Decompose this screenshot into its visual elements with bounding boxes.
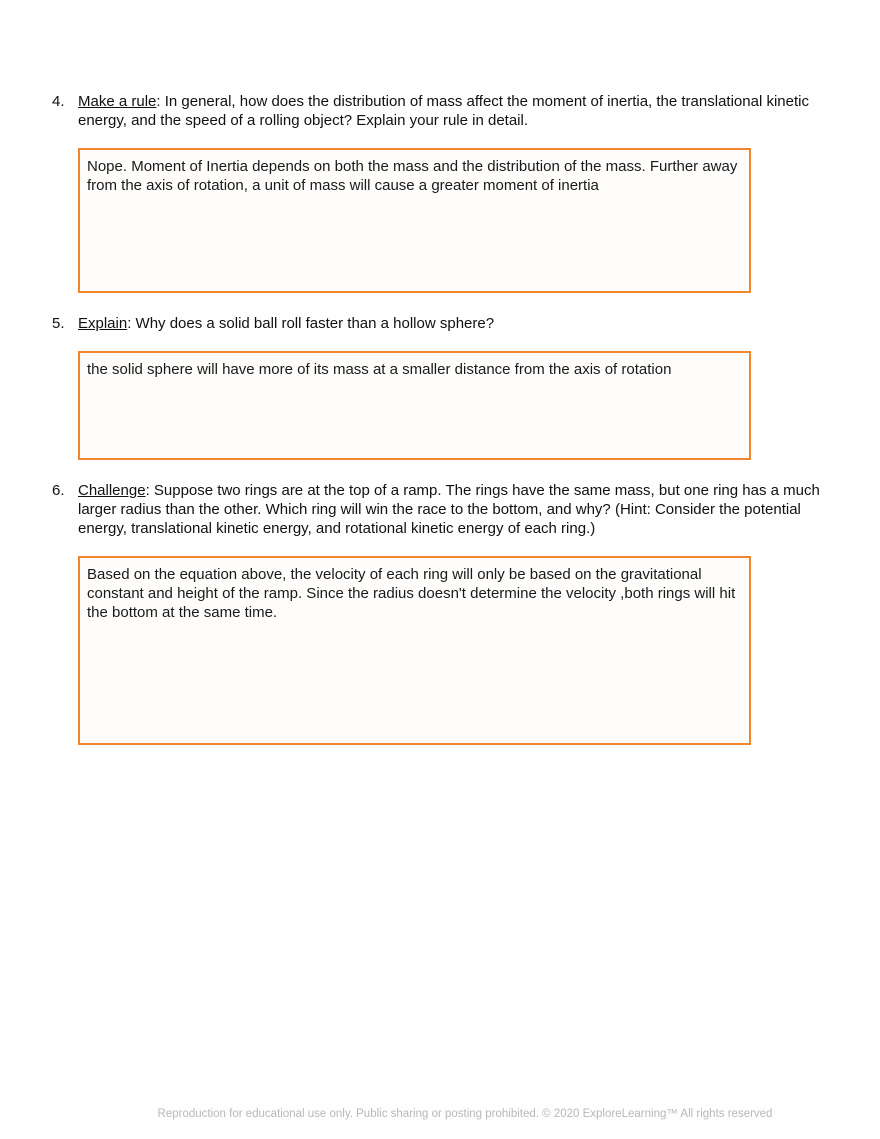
- question-prompt: : Suppose two rings are at the top of a ramp. The rings have the same mass, but one ring has a much larger radius than the other. Which ring will win the race to the bottom, and why? (Hint: Consider the potential energy, translational kinetic energy, and rotational kinetic energy of each ring.): [78, 482, 820, 537]
- question-text: [78, 92, 832, 130]
- question-4: [52, 92, 832, 130]
- answer-box-4[interactable]: Nope. Moment of Inertia depends on both the mass and the distribution of the mass. Further away from the axis of rotation, a unit of mass will cause a greater moment of inertia: [78, 148, 751, 293]
- answer-box-5[interactable]: the solid sphere will have more of its mass at a smaller distance from the axis of rotation: [78, 351, 751, 460]
- question-number: 4.: [52, 93, 65, 110]
- question-number: 5.: [52, 315, 65, 332]
- question-text: [78, 481, 832, 538]
- answer-box-6[interactable]: Based on the equation above, the velocity of each ring will only be based on the gravitational constant and height of the ramp. Since the radius doesn't determine the velocity ,both rings will hit the bottom at the same time.: [78, 556, 751, 745]
- question-prompt: : Why does a solid ball roll faster than a hollow sphere?: [127, 315, 495, 332]
- question-text: [78, 314, 832, 333]
- question-5: [52, 314, 832, 333]
- question-number: 6.: [52, 482, 65, 499]
- question-keyword: Explain: [78, 315, 128, 332]
- question-6: [52, 481, 832, 538]
- question-prompt: : In general, how does the distribution of mass affect the moment of inertia, the translational kinetic energy, and the speed of a rolling object? Explain your rule in detail.: [78, 93, 809, 129]
- question-keyword: Make a rule: [78, 93, 157, 110]
- question-keyword: Challenge: [78, 482, 146, 499]
- copyright-footer: Reproduction for educational use only. Public sharing or posting prohibited. © 2020 ExploreLearning™ All rights reserved: [157, 1108, 773, 1120]
